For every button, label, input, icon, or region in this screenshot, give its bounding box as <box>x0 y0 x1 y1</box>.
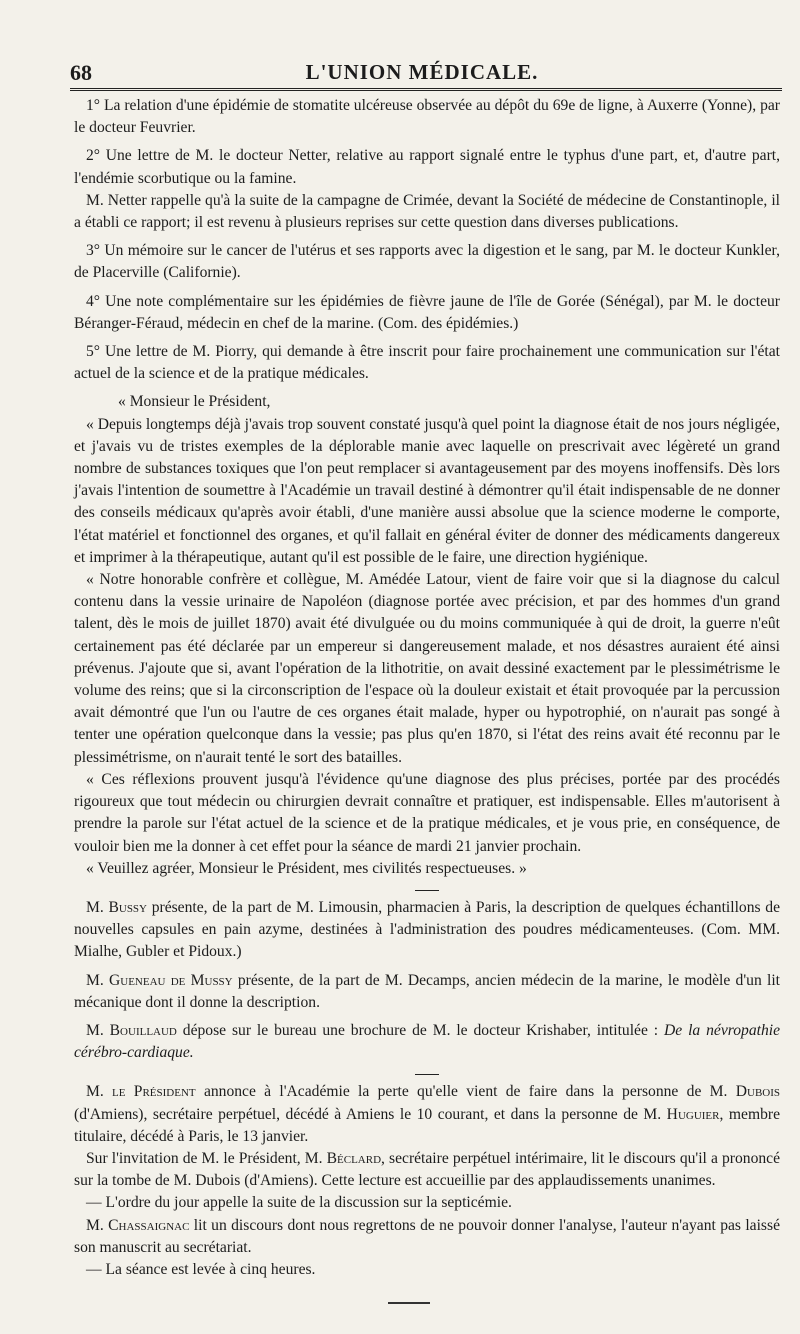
chassaignac-paragraph: M. Chassaignac lit un discours dont nous regrettons de ne pouvoir donner l'analyse, l'auteur n'ayant pas laissé son manuscrit au secrétariat. <box>74 1216 780 1256</box>
item-5: 5° Une lettre de M. Piorry, qui demande à être inscrit pour faire prochainement une communication sur l'état actuel de la science et de la pratique médicales. <box>74 343 780 383</box>
letter-salutation: « Monsieur le Président, <box>118 393 271 411</box>
item-2-note: M. Netter rappelle qu'à la suite de la campagne de Crimée, devant la Société de médecine de Constantinople, il a établi ce rapport; il est revenu à plusieurs reprises sur cette question dans diverses publications. <box>74 191 780 232</box>
bouillaud-paragraph: M. Bouillaud dépose sur le bureau une brochure de M. le docteur Krishaber, intitulée : De la névropathie cérébro-cardiaque. <box>74 1021 781 1062</box>
ordre-du-jour: — L'ordre du jour appelle la suite de la discussion sur la septicémie. <box>86 1194 512 1212</box>
speaker-name: M. Béclard <box>304 1149 382 1167</box>
brochure-title: De la névropathie cérébro-cardiaque. <box>74 1021 781 1062</box>
letter-paragraph: « Depuis longtemps déjà j'avais trop souvent constaté jusqu'à quel point la diagnose était de nos jours négligée, et j'avais vu de tristes exemples de la déplorable manie avec laquelle on prescrivait avec légèreté un grand nombre de substances toxiques que l'on peut remplacer si avantageusement par des moyens inoffensifs. Dès lors j'avais l'intention de soumettre à l'Académie un travail destiné à démontrer qu'il était indispensable de ne donner des conseils médicaux qu'après avoir établi, d'une manière aussi absolue que la science moderne le comporte, l'état matériel et fonctionnel des organes, et qu'il fallait en général éviter de donner des médicaments dangereux et imprimer à la thérapeutique, autant qu'il est possible de le faire, une direction hygiénique. <box>74 415 780 566</box>
speaker-name: M. Gueneau de Mussy <box>86 971 233 989</box>
item-3: 3° Un mémoire sur le cancer de l'utérus et ses rapports avec la digestion et le sang, par M. le docteur Kunkler, de Placerville (Californie). <box>74 242 780 282</box>
letter-paragraph: « Notre honorable confrère et collègue, M. Amédée Latour, vient de faire voir que si la diagnose du calcul contenu dans la vessie urinaire de Napoléon (diagnose portée avec précision, et par des hommes d'un grand talent, dès le mois de juillet 1870) avait été divulguée ou du moins communiquée à qui de droit, la guerre n'eût certainement pas été déclarée par un empereur si dangereusement malade, et nos désastres auraient été ainsi prévenus. J'ajoute que si, avant l'opération de la lithotritie, on avait dessiné exactement par le plessimétrisme le volume des reins; que si la circonscription de l'espace où la douleur existait et était provoquée par la percussion avait démontré que l'un ou l'autre de ces organes était malade, hyper ou hypotrophié, on n'aurait pas songé à tenter une opération quelconque dans la vessie; pas plus qu'en 1870, si l'état des reins avait été reconnu par le plessimétrisme, on n'aurait tenté le sort des batailles. <box>74 571 780 766</box>
page-number: 68 <box>70 60 92 85</box>
section-separator <box>415 890 439 891</box>
letter-paragraph: « Ces réflexions prouvent jusqu'à l'évidence qu'une diagnose des plus précises, portée par des procédés rigoureux que tout médecin ou chirurgien devrait connaître et pratiquer, est indispensable. Elles m'autorisent à prendre la parole sur l'état actuel de la science et de la pratique médicales, et je vous prie, en conséquence, de vouloir bien me la donner à cet effet pour la séance de mardi 21 janvier prochain. <box>74 770 780 855</box>
speaker-name: M. le Président <box>86 1083 196 1101</box>
president-paragraph: M. le Président annonce à l'Académie la perte qu'elle vient de faire dans la personne de M. Dubois (d'Amiens), secrétaire perpétuel, décédé à Amiens le 10 courant, et dans la personne de M. Huguier, membre titulaire, décédé à Paris, le 13 janvier. <box>74 1083 780 1145</box>
header-rule <box>70 88 782 91</box>
bussy-paragraph: M. Bussy présente, de la part de M. Limousin, pharmacien à Paris, la description de quelques échantillons de nouvelles capsules en pain azyme, destinées à l'administration des poudres médicamenteuses. (Com. MM. Mialhe, Gubler et Pidoux.) <box>74 898 780 961</box>
running-title: L'UNION MÉDICALE. <box>305 60 539 84</box>
beclard-paragraph: Sur l'invitation de M. le Président, M. Béclard, secrétaire perpétuel intérimaire, lit le discours qu'il a prononcé sur la tombe de M. Dubois (d'Amiens). Cette lecture est accueillie par des applaudissements unanimes. <box>74 1149 781 1190</box>
footer-rule <box>388 1302 430 1304</box>
item-4: 4° Une note complémentaire sur les épidémies de fièvre jaune de l'île de Gorée (Sénégal), par M. le docteur Béranger-Féraud, médecin en chef de la marine. (Com. des épidémies.) <box>74 292 780 332</box>
item-2: 2° Une lettre de M. le docteur Netter, relative au rapport signalé entre le typhus d'une part, et, d'autre part, l'endémie scorbutique ou la famine. <box>74 147 780 187</box>
letter-closing: « Veuillez agréer, Monsieur le Président, mes civilités respectueuses. » <box>86 859 527 877</box>
speaker-name: M. Bouillaud <box>86 1021 177 1039</box>
seance-levee: — La séance est levée à cinq heures. <box>86 1260 316 1278</box>
section-separator <box>415 1074 439 1075</box>
item-1: 1° La relation d'une épidémie de stomatite ulcéreuse observée au dépôt du 69e de ligne, à Auxerre (Yonne), par le docteur Feuvrier. <box>74 97 780 137</box>
speaker-name: M. Chassaignac <box>86 1216 190 1234</box>
speaker-name: M. Bussy <box>86 898 147 916</box>
article-body <box>74 95 780 1281</box>
page-header <box>62 60 782 86</box>
gueneau-paragraph: M. Gueneau de Mussy présente, de la part de M. Decamps, ancien médecin de la marine, le modèle d'un lit mécanique dont il donne la description. <box>74 971 780 1011</box>
